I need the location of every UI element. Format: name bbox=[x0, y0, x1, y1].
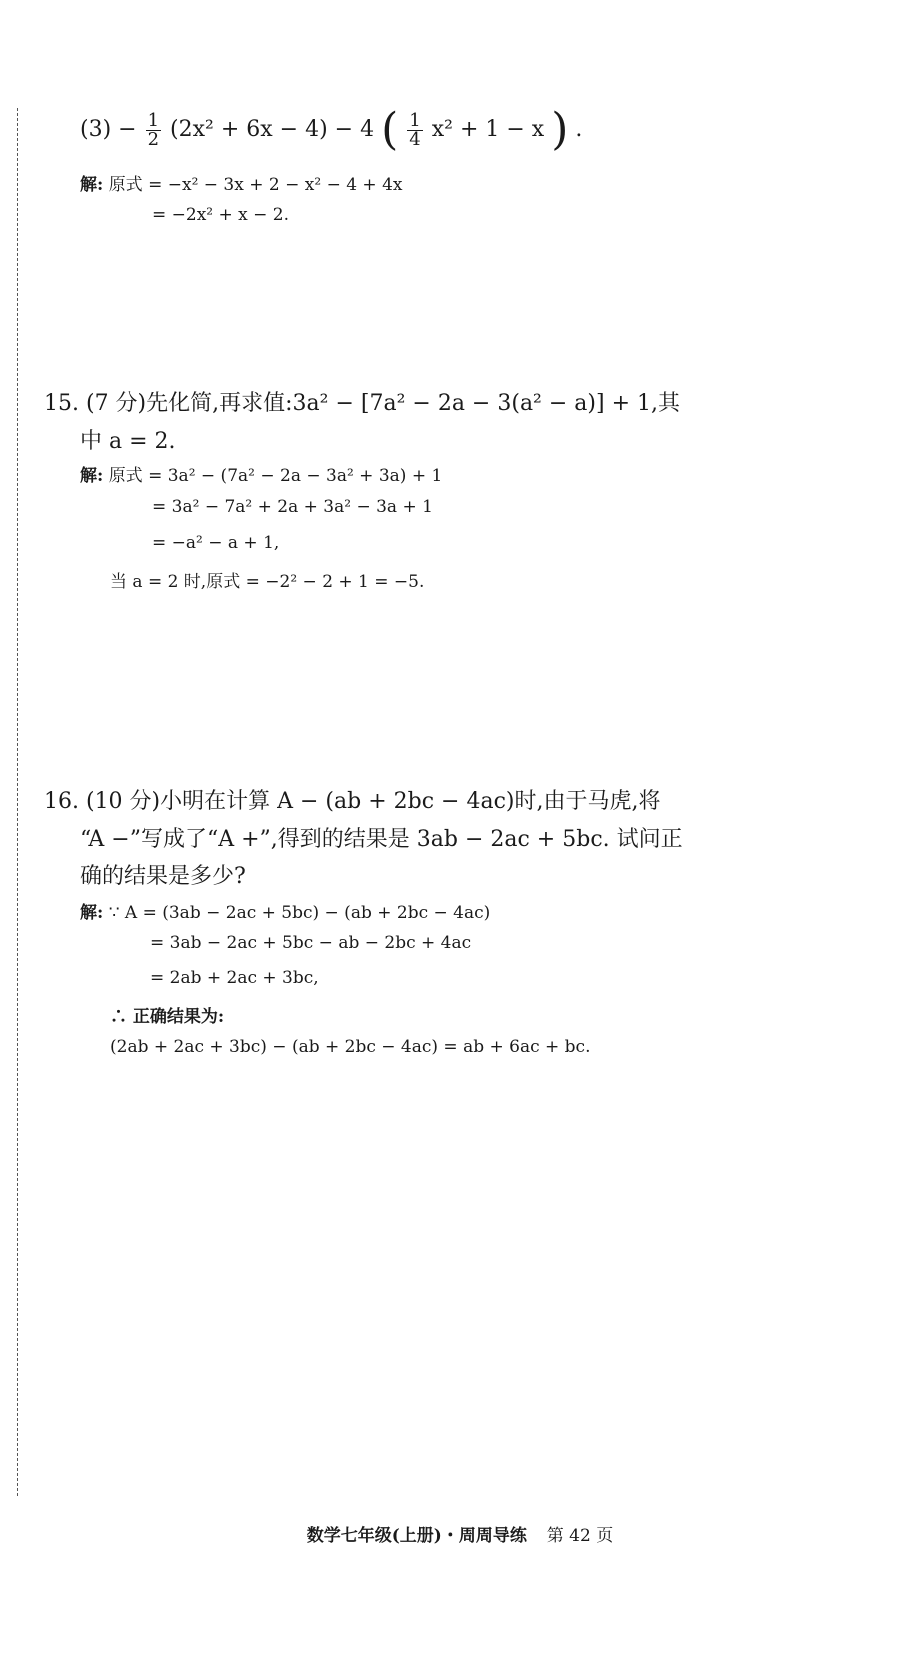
solution-16-line-2: = 3ab − 2ac + 5bc − ab − 2bc + 4ac bbox=[150, 933, 472, 953]
problem-14-3-prefix: (3) − bbox=[80, 117, 137, 142]
solution-text: ∵ A = (3ab − 2ac + 5bc) − (ab + 2bc − 4ac) bbox=[108, 903, 491, 923]
solution-14-3-line-1 bbox=[80, 170, 403, 195]
fraction-denominator: 2 bbox=[147, 128, 160, 150]
fraction-one-quarter bbox=[407, 109, 422, 150]
problem-14-3-part1: (2x² + 6x − 4) − 4 bbox=[170, 117, 375, 142]
solution-16-line-1 bbox=[80, 898, 490, 923]
fraction-one-half bbox=[146, 109, 161, 150]
problem-15-line-2: 中 a = 2. bbox=[80, 429, 176, 454]
left-big-paren: ( bbox=[381, 104, 399, 155]
solution-15-line-3: = −a² − a + 1, bbox=[152, 533, 280, 553]
solution-16-line-4: ∴ 正确结果为: bbox=[110, 1007, 225, 1027]
footer-page-number: 第 42 页 bbox=[546, 1526, 614, 1546]
solution-15-line-1 bbox=[80, 461, 442, 486]
binding-margin-dashed-line bbox=[17, 108, 18, 1496]
solution-text: 原式 = 3a² − (7a² − 2a − 3a² + 3a) + 1 bbox=[108, 466, 443, 486]
solution-label: 解: bbox=[80, 466, 104, 486]
problem-16-line-3: 确的结果是多少? bbox=[80, 864, 246, 889]
fraction-numerator: 1 bbox=[409, 109, 421, 131]
solution-text: 原式 = −x² − 3x + 2 − x² − 4 + 4x bbox=[108, 175, 403, 195]
problem-15-line-1: 15. (7 分)先化简,再求值:3a² − [7a² − 2a − 3(a² − a)] + 1,其 bbox=[44, 391, 680, 416]
solution-14-3-line-2: = −2x² + x − 2. bbox=[152, 205, 290, 225]
solution-16-line-3: = 2ab + 2ac + 3bc, bbox=[150, 968, 319, 988]
problem-14-3-expression bbox=[80, 104, 583, 155]
problem-16-line-1: 16. (10 分)小明在计算 A − (ab + 2bc − 4ac)时,由于马虎,将 bbox=[44, 789, 661, 814]
fraction-numerator: 1 bbox=[147, 109, 160, 131]
fraction-denominator: 4 bbox=[409, 128, 421, 150]
page-footer bbox=[0, 1521, 920, 1546]
problem-14-3-suffix: . bbox=[575, 117, 583, 142]
problem-14-3-part2: x² + 1 − x bbox=[431, 117, 545, 142]
solution-label: 解: bbox=[80, 175, 104, 195]
solution-15-line-2: = 3a² − 7a² + 2a + 3a² − 3a + 1 bbox=[152, 497, 433, 517]
solution-16-line-5: (2ab + 2ac + 3bc) − (ab + 2bc − 4ac) = ab + 6ac + bc. bbox=[110, 1037, 591, 1057]
solution-15-line-4: 当 a = 2 时,原式 = −2² − 2 + 1 = −5. bbox=[110, 572, 425, 592]
problem-16-line-2: “A −”写成了“A +”,得到的结果是 3ab − 2ac + 5bc. 试问正 bbox=[80, 827, 683, 852]
solution-label: 解: bbox=[80, 903, 104, 923]
footer-book-title: 数学七年级(上册)・周周导练 bbox=[306, 1526, 527, 1546]
right-big-paren: ) bbox=[551, 104, 569, 155]
